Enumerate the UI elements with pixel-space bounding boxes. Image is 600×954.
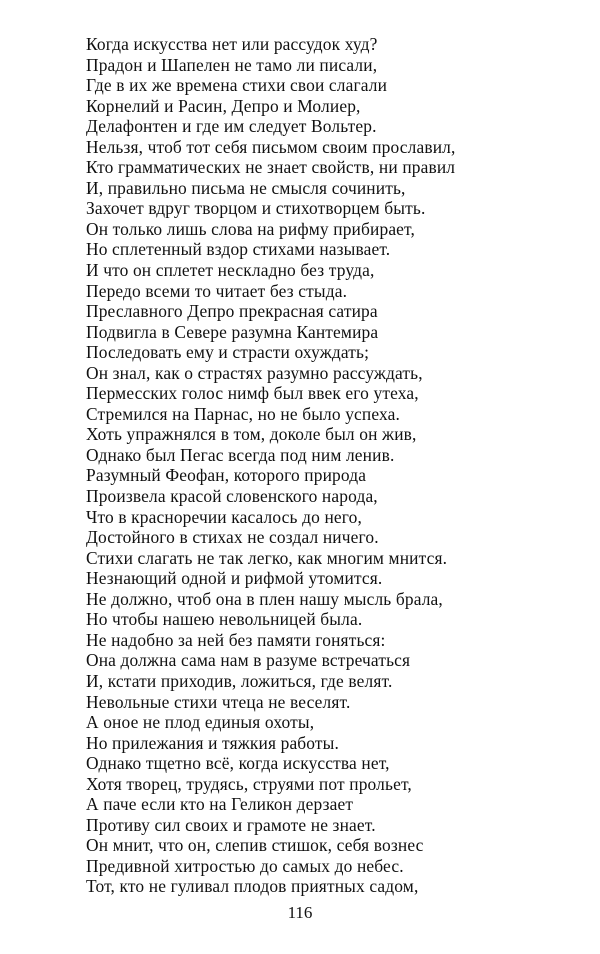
- poem-line: Не должно, чтоб она в плен нашу мысль брала,: [86, 588, 443, 609]
- poem-line: Предивной хитростью до самых до небес.: [86, 855, 404, 876]
- poem-line: Однако тщетно всё, когда искусства нет,: [86, 753, 390, 774]
- poem-line: Он только лишь слова на рифму прибирает,: [86, 218, 415, 239]
- poem-line: Делафонтен и где им следует Вольтер.: [86, 116, 377, 137]
- poem-line: Не надобно за ней без памяти гоняться:: [86, 629, 386, 650]
- poem-line: Хотя творец, трудясь, струями пот прольет,: [86, 773, 412, 794]
- poem-line: И, кстати приходив, ложиться, где велят.: [86, 670, 393, 691]
- poem-line: Она должна сама нам в разуме встречаться: [86, 650, 411, 671]
- poem-line: Произвела красой словенского народа,: [86, 486, 378, 507]
- poem-line: Нельзя, чтоб тот себя письмом своим прославил,: [86, 136, 456, 157]
- poem-line: Последовать ему и страсти охуждать;: [86, 342, 370, 363]
- poem-line: Он знал, как о страстях разумно рассуждать,: [86, 362, 423, 383]
- poem-line: И что он сплетет нескладно без труда,: [86, 260, 375, 281]
- poem-line: Однако был Пегас всегда под ним ленив.: [86, 444, 395, 465]
- poem-line: Где в их же времена стихи свои слагали: [86, 75, 388, 96]
- poem-line: Кто грамматических не знает свойств, ни правил: [86, 157, 456, 178]
- poem-line: Противу сил своих и грамоте не знает.: [86, 814, 376, 835]
- poem-line: Преславного Депро прекрасная сатира: [86, 301, 378, 322]
- poem-line: Стихи слагать не так легко, как многим мнится.: [86, 547, 448, 568]
- poem-line: Но прилежания и тяжкия работы.: [86, 732, 340, 753]
- poem-line: Стремился на Парнас, но не было успеха.: [86, 403, 401, 424]
- poem-line: А паче если кто на Геликон дерзает: [86, 794, 354, 815]
- poem-line: Но чтобы нашею невольницей была.: [86, 609, 363, 630]
- poem-text: [86, 34, 586, 897]
- page-number: 116: [287, 903, 313, 922]
- poem-line: Невольные стихи чтеца не веселят.: [86, 691, 351, 712]
- poem-line: Но сплетенный вздор стихами называет.: [86, 239, 391, 260]
- poem-line: А оное не плод единыя охоты,: [86, 712, 315, 733]
- poem-line: Что в красноречии касалось до него,: [86, 506, 362, 527]
- poem-line: И, правильно письма не смысля сочинить,: [86, 177, 406, 198]
- poem-line: Подвигла в Севере разумна Кантемира: [86, 321, 379, 342]
- poem-line: Незнающий одной и рифмой утомится.: [86, 568, 383, 589]
- poem-line: Тот, кто не гуливал плодов приятных садом,: [86, 876, 419, 897]
- poem-line: Пермесских голос нимф был ввек его утеха,: [86, 383, 419, 404]
- poem-line: Корнелий и Расин, Депро и Молиер,: [86, 95, 361, 116]
- poem-line: Когда искусства нет или рассудок худ?: [86, 34, 378, 54]
- poem-line: Захочет вдруг творцом и стихотворцем быть.: [86, 198, 426, 219]
- poem-line: Хоть упражнялся в том, доколе был он жив,: [86, 424, 417, 445]
- poem-line: Передо всеми то читает без стыда.: [86, 280, 348, 301]
- poem-line: Он мнит, что он, слепив стишок, себя вознес: [86, 835, 424, 856]
- poem-line: Достойного в стихах не создал ничего.: [86, 527, 379, 548]
- poem-line: Разумный Феофан, которого природа: [86, 465, 367, 486]
- poem-line: Прадон и Шапелен не тамо ли писали,: [86, 54, 378, 75]
